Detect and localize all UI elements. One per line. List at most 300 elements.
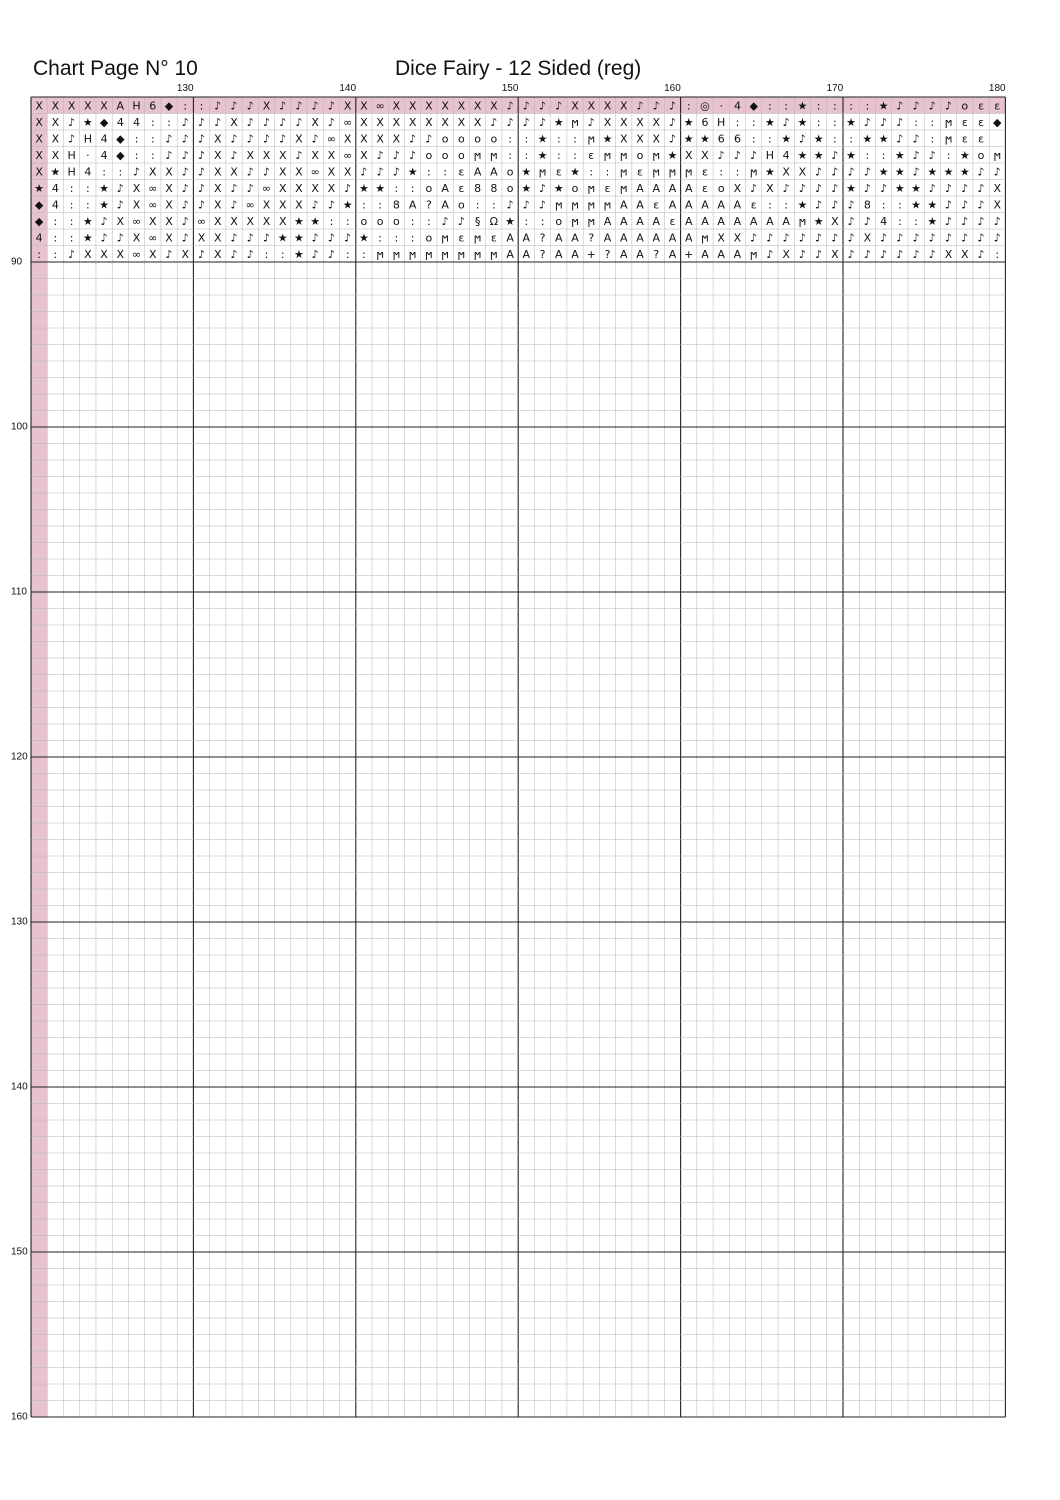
chart-symbol: ♪ [246, 181, 254, 195]
chart-symbol: ♪ [327, 115, 335, 129]
chart-symbol: X [961, 247, 969, 261]
chart-symbol: ◎ [700, 99, 710, 113]
chart-symbol: ♪ [360, 165, 368, 179]
chart-symbol: ♪ [311, 198, 319, 212]
chart-symbol: ♪ [165, 132, 173, 146]
chart-symbol: ★ [342, 198, 353, 212]
chart-symbol: ◆ [116, 132, 125, 146]
chart-symbol: ε [669, 214, 676, 228]
chart-symbol: ♪ [896, 247, 904, 261]
chart-symbol: : [605, 165, 610, 179]
chart-symbol: 6 [717, 132, 725, 146]
chart-symbol: ♪ [798, 231, 806, 245]
chart-symbol: ∞ [343, 148, 353, 162]
chart-symbol: ★ [927, 214, 938, 228]
chart-symbol: ♪ [181, 181, 189, 195]
chart-symbol: ♪ [198, 181, 206, 195]
chart-symbol: X [213, 181, 222, 195]
chart-symbol: o [441, 132, 449, 146]
chart-symbol: A [522, 247, 531, 261]
chart-symbol: o [393, 214, 400, 228]
chart-symbol: ★ [505, 214, 516, 228]
chart-symbol: ★ [310, 214, 321, 228]
chart-symbol: X [197, 231, 206, 245]
row-number: 130 [11, 916, 28, 928]
chart-symbol: X [425, 115, 433, 129]
chart-symbol: A [717, 198, 725, 212]
chart-symbol: ϻ [668, 165, 677, 179]
chart-symbol: ♪ [961, 181, 969, 195]
chart-symbol: ♪ [198, 165, 206, 179]
chart-symbol: ★ [99, 198, 110, 212]
chart-symbol: o [506, 181, 514, 195]
chart-symbol: ♪ [198, 115, 206, 129]
chart-symbol: ♪ [409, 132, 417, 146]
chart-symbol: o [490, 132, 498, 146]
chart-symbol: : [69, 181, 74, 195]
chart-symbol: X [295, 198, 303, 212]
chart-symbol: ♪ [977, 247, 985, 261]
chart-symbol: X [278, 198, 287, 212]
chart-symbol: A [555, 231, 563, 245]
chart-symbol: ♪ [750, 231, 758, 245]
chart-symbol: ★ [813, 132, 824, 146]
chart-symbol: A [652, 214, 661, 228]
chart-symbol: : [427, 165, 431, 179]
chart-symbol: X [408, 115, 417, 129]
chart-symbol: : [930, 132, 935, 146]
chart-symbol: ♪ [896, 132, 904, 146]
chart-symbol: X [733, 231, 742, 245]
chart-symbol: ★ [294, 247, 304, 261]
chart-symbol: : [475, 198, 480, 212]
chart-symbol: A [116, 99, 125, 113]
chart-symbol: ∞ [148, 231, 158, 245]
chart-symbol: : [183, 99, 188, 113]
chart-symbol: o [474, 132, 481, 146]
chart-symbol: ★ [537, 132, 548, 146]
chart-symbol: ★ [294, 231, 304, 245]
chart-symbol: ★ [82, 115, 93, 129]
chart-symbol: : [150, 115, 155, 129]
chart-symbol: : [751, 132, 756, 146]
chart-symbol: A [506, 231, 514, 245]
chart-symbol: H [132, 99, 141, 113]
chart-symbol: : [150, 132, 155, 146]
chart-symbol: ★ [667, 148, 678, 162]
chart-symbol: X [246, 148, 255, 162]
chart-symbol: X [603, 99, 612, 113]
chart-symbol: X [246, 214, 255, 228]
chart-symbol: X [278, 148, 287, 162]
chart-symbol: ϻ [538, 165, 547, 179]
chart-symbol: A [636, 181, 644, 195]
chart-symbol: X [360, 99, 368, 113]
chart-symbol: Ω [489, 214, 499, 228]
chart-symbol: ★ [878, 99, 889, 113]
chart-symbol: o [717, 181, 725, 195]
chart-symbol: ♪ [392, 165, 400, 179]
chart-symbol: ♪ [733, 148, 741, 162]
chart-symbol: ♪ [198, 247, 206, 261]
column-number: 160 [664, 83, 681, 94]
chart-symbol: ϻ [474, 148, 482, 162]
chart-symbol: ★ [959, 148, 970, 162]
chart-symbol: ? [425, 198, 432, 212]
chart-symbol: ♪ [668, 99, 676, 113]
chart-symbol: ♪ [230, 198, 238, 212]
chart-symbol: : [719, 165, 724, 179]
chart-symbol: ★ [878, 132, 889, 146]
chart-symbol: : [85, 198, 90, 212]
chart-symbol: : [410, 231, 415, 245]
chart-symbol: ♪ [327, 247, 335, 261]
chart-symbol: X [116, 247, 125, 261]
chart-symbol: X [35, 99, 43, 113]
chart-symbol: ♪ [246, 231, 254, 245]
chart-symbol: ★ [959, 165, 970, 179]
chart-symbol: X [132, 198, 141, 212]
chart-symbol: ♪ [766, 247, 774, 261]
chart-symbol: : [85, 181, 90, 195]
chart-symbol: ♪ [945, 181, 953, 195]
chart-symbol: A [766, 214, 774, 228]
chart-symbol: : [768, 132, 772, 146]
chart-symbol: X [441, 115, 449, 129]
chart-symbol: X [425, 99, 433, 113]
chart-symbol: ★ [911, 198, 922, 212]
chart-symbol: X [51, 99, 60, 113]
chart-symbol: ◆ [116, 148, 125, 162]
chart-symbol: A [571, 231, 579, 245]
chart-symbol: ★ [700, 132, 710, 146]
chart-symbol: ♪ [847, 198, 855, 212]
chart-symbol: X [457, 99, 466, 113]
chart-symbol: A [701, 247, 709, 261]
chart-symbol: ♪ [880, 181, 888, 195]
chart-symbol: ♪ [522, 99, 530, 113]
column-number: 170 [826, 83, 844, 94]
chart-symbol: X [262, 214, 271, 228]
chart-symbol: ♪ [327, 198, 335, 212]
chart-symbol: ♪ [116, 198, 124, 212]
chart-symbol: X [213, 198, 222, 212]
chart-symbol: H [717, 115, 726, 129]
chart-symbol: ★ [358, 231, 369, 245]
chart-symbol: X [213, 231, 222, 245]
chart-symbol: ★ [894, 165, 905, 179]
chart-symbol: + [586, 247, 596, 261]
chart-symbol: : [394, 231, 399, 245]
chart-symbol: ♪ [587, 115, 595, 129]
row-number: 140 [11, 1081, 28, 1093]
chart-symbol: X [165, 198, 173, 212]
chart-symbol: A [490, 165, 498, 179]
chart-symbol: ♪ [230, 99, 238, 113]
chart-symbol: ♪ [652, 99, 660, 113]
chart-symbol: : [69, 214, 74, 228]
chart-symbol: ♪ [928, 148, 936, 162]
chart-symbol: ∞ [343, 115, 353, 129]
chart-symbol: X [392, 115, 401, 129]
chart-symbol: ϻ [652, 148, 660, 162]
chart-symbol: ♪ [100, 214, 108, 228]
chart-symbol: ♪ [116, 181, 124, 195]
chart-symbol: ♪ [831, 198, 839, 212]
chart-symbol: ♪ [912, 148, 920, 162]
chart-symbol: ♪ [977, 198, 985, 212]
chart-symbol: + [684, 247, 694, 261]
chart-symbol: ϻ [425, 247, 433, 261]
chart-symbol: ∞ [148, 181, 158, 195]
chart-symbol: X [571, 99, 579, 113]
chart-symbol: ♪ [896, 115, 904, 129]
chart-symbol: A [522, 231, 531, 245]
chart-symbol: ϻ [490, 247, 498, 261]
chart-symbol: : [589, 165, 594, 179]
row-number: 150 [11, 1246, 28, 1258]
chart-symbol: A [619, 214, 628, 228]
chart-symbol: ♪ [912, 132, 920, 146]
chart-symbol: ? [539, 247, 546, 261]
chart-symbol: · [719, 99, 723, 113]
chart-symbol: ★ [277, 231, 288, 245]
chart-symbol: o [636, 148, 644, 162]
chart-symbol: ♪ [181, 198, 189, 212]
chart-symbol: ϻ [376, 247, 384, 261]
chart-symbol: 4 [733, 99, 741, 113]
chart-symbol: X [619, 132, 628, 146]
chart-symbol: X [636, 132, 644, 146]
chart-symbol: X [230, 115, 238, 129]
chart-symbol: X [376, 132, 384, 146]
chart-symbol: ε [961, 132, 968, 146]
chart-symbol: X [51, 115, 60, 129]
row-number: 90 [11, 256, 23, 268]
chart-symbol: 4 [84, 165, 92, 179]
chart-symbol: A [668, 247, 677, 261]
chart-symbol: ♪ [246, 99, 254, 113]
chart-symbol: ♪ [668, 132, 676, 146]
chart-symbol: ϻ [441, 247, 449, 261]
chart-symbol: X [181, 247, 190, 261]
chart-symbol: A [636, 247, 644, 261]
chart-symbol: ♪ [116, 231, 124, 245]
chart-symbol: 6 [149, 99, 157, 113]
chart-symbol: ♪ [262, 165, 270, 179]
chart-symbol: ϻ [587, 132, 595, 146]
chart-symbol: X [457, 115, 466, 129]
chart-symbol: ♪ [815, 181, 823, 195]
chart-symbol: ϻ [587, 181, 595, 195]
chart-symbol: ♪ [133, 165, 141, 179]
chart-symbol: ♪ [506, 99, 514, 113]
chart-symbol: ϻ [620, 181, 628, 195]
chart-symbol: ε [994, 99, 1001, 113]
chart-symbol: ★ [813, 148, 824, 162]
chart-symbol: ♪ [847, 231, 855, 245]
chart-symbol: ♪ [831, 231, 839, 245]
chart-symbol: ϻ [474, 231, 482, 245]
chart-symbol: X [67, 99, 76, 113]
chart-symbol: ♪ [327, 99, 335, 113]
chart-symbol: A [717, 214, 725, 228]
chart-symbol: A [652, 181, 661, 195]
chart-symbol: ★ [797, 148, 808, 162]
chart-symbol: ε [458, 231, 465, 245]
chart-symbol: H [83, 132, 92, 146]
chart-symbol: ♪ [506, 198, 514, 212]
chart-symbol: ♪ [181, 132, 189, 146]
chart-symbol: ♪ [392, 148, 400, 162]
chart-symbol: : [410, 181, 415, 195]
chart-symbol: ♪ [425, 132, 433, 146]
chart-symbol: A [636, 214, 644, 228]
chart-symbol: A [506, 247, 514, 261]
chart-symbol: : [280, 247, 285, 261]
chart-symbol: ♪ [409, 148, 417, 162]
chart-symbol: o [977, 148, 985, 162]
chart-symbol: X [35, 115, 43, 129]
chart-symbol: ★ [846, 115, 857, 129]
chart-symbol: X [327, 165, 336, 179]
chart-symbol: ∞ [245, 198, 255, 212]
chart-symbol: : [686, 99, 691, 113]
chart-symbol: X [343, 99, 352, 113]
chart-symbol: ★ [521, 165, 532, 179]
chart-symbol: : [345, 247, 350, 261]
chart-symbol: ♪ [977, 214, 985, 228]
chart-symbol: ★ [878, 165, 889, 179]
chart-symbol: ♪ [441, 214, 449, 228]
chart-symbol: : [816, 99, 821, 113]
chart-symbol: X [441, 99, 449, 113]
chart-symbol: ♪ [863, 214, 871, 228]
chart-symbol: ♪ [295, 115, 303, 129]
chart-symbol: ∞ [375, 99, 385, 113]
chart-symbol: ϻ [798, 214, 806, 228]
chart-symbol: ♪ [181, 165, 189, 179]
chart-symbol: ★ [358, 181, 369, 195]
chart-symbol: X [100, 247, 108, 261]
row-number: 100 [11, 421, 28, 433]
chart-symbol: : [881, 148, 886, 162]
chart-symbol: ♪ [847, 214, 855, 228]
chart-symbol: ♪ [945, 231, 953, 245]
chart-symbol: : [427, 214, 431, 228]
chart-symbol: o [425, 148, 433, 162]
chart-symbol: ♪ [230, 181, 238, 195]
chart-symbol: ♪ [68, 247, 76, 261]
chart-symbol: : [508, 132, 512, 146]
chart-symbol: X [766, 181, 774, 195]
chart-symbol: ♪ [262, 115, 270, 129]
chart-symbol: X [408, 99, 417, 113]
chart-symbol: : [946, 148, 951, 162]
chart-symbol: ★ [781, 132, 792, 146]
chart-symbol: ◆ [34, 214, 44, 228]
chart-symbol: ♪ [214, 99, 222, 113]
chart-symbol: X [230, 165, 238, 179]
chart-symbol: ♪ [68, 115, 76, 129]
chart-symbol: ★ [894, 148, 905, 162]
chart-symbol: ϻ [441, 231, 449, 245]
chart-symbol: A [571, 247, 579, 261]
chart-symbol: X [360, 148, 368, 162]
chart-symbol: : [199, 99, 204, 113]
chart-symbol: X [993, 198, 1002, 212]
chart-symbol: X [473, 99, 482, 113]
chart-symbol: X [473, 115, 482, 129]
chart-symbol: ♪ [279, 115, 287, 129]
chart-symbol: A [684, 231, 693, 245]
chart-symbol: X [295, 181, 303, 195]
chart-symbol: ϻ [457, 247, 465, 261]
chart-symbol: X [311, 115, 319, 129]
chart-symbol: ε [701, 165, 708, 179]
chart-symbol: ϻ [993, 148, 1001, 162]
chart-symbol: : [865, 99, 870, 113]
chart-symbol: ♪ [880, 247, 888, 261]
chart-symbol: X [831, 214, 839, 228]
chart-symbol: X [636, 115, 644, 129]
chart-symbol: o [961, 99, 969, 113]
chart-symbol: ★ [99, 181, 110, 195]
chart-symbol: ♪ [490, 115, 498, 129]
chart-symbol: X [35, 165, 43, 179]
row-number: 160 [11, 1411, 28, 1423]
chart-symbol: ♪ [993, 165, 1001, 179]
chart-symbol: : [833, 132, 837, 146]
chart-symbol: ♪ [214, 115, 222, 129]
chart-symbol: ♪ [815, 165, 823, 179]
chart-symbol: ★ [521, 181, 532, 195]
chart-symbol: 4 [100, 148, 108, 162]
column-number: 140 [339, 83, 357, 94]
chart-symbol: ♪ [928, 247, 936, 261]
chart-symbol: ♪ [928, 99, 936, 113]
chart-symbol: A [749, 214, 758, 228]
chart-symbol: : [540, 214, 545, 228]
chart-symbol: ∞ [148, 198, 158, 212]
chart-symbol: ♪ [555, 99, 563, 113]
chart-symbol: A [684, 198, 693, 212]
chart-symbol: ♪ [230, 148, 238, 162]
chart-symbol: ϻ [587, 214, 595, 228]
chart-symbol: ε [978, 132, 985, 146]
chart-symbol: : [881, 198, 886, 212]
chart-symbol: ♪ [831, 148, 839, 162]
chart-symbol: ♪ [246, 165, 254, 179]
chart-symbol: ♪ [798, 247, 806, 261]
chart-symbol: X [51, 148, 60, 162]
chart-symbol: ε [490, 231, 497, 245]
chart-symbol: ♪ [522, 198, 530, 212]
chart-symbol: ♪ [831, 181, 839, 195]
chart-symbol: 4 [133, 115, 141, 129]
chart-symbol: ★ [797, 99, 808, 113]
chart-symbol: ♪ [344, 181, 352, 195]
chart-symbol: ϻ [571, 198, 579, 212]
chart-symbol: X [343, 132, 352, 146]
chart-symbol: 8 [490, 181, 498, 195]
chart-symbol: ♪ [198, 198, 206, 212]
chart-symbol: X [262, 198, 271, 212]
chart-symbol: o [441, 148, 449, 162]
chart-symbol: ★ [602, 132, 613, 146]
chart-symbol: : [897, 198, 902, 212]
chart-symbol: ♪ [798, 181, 806, 195]
